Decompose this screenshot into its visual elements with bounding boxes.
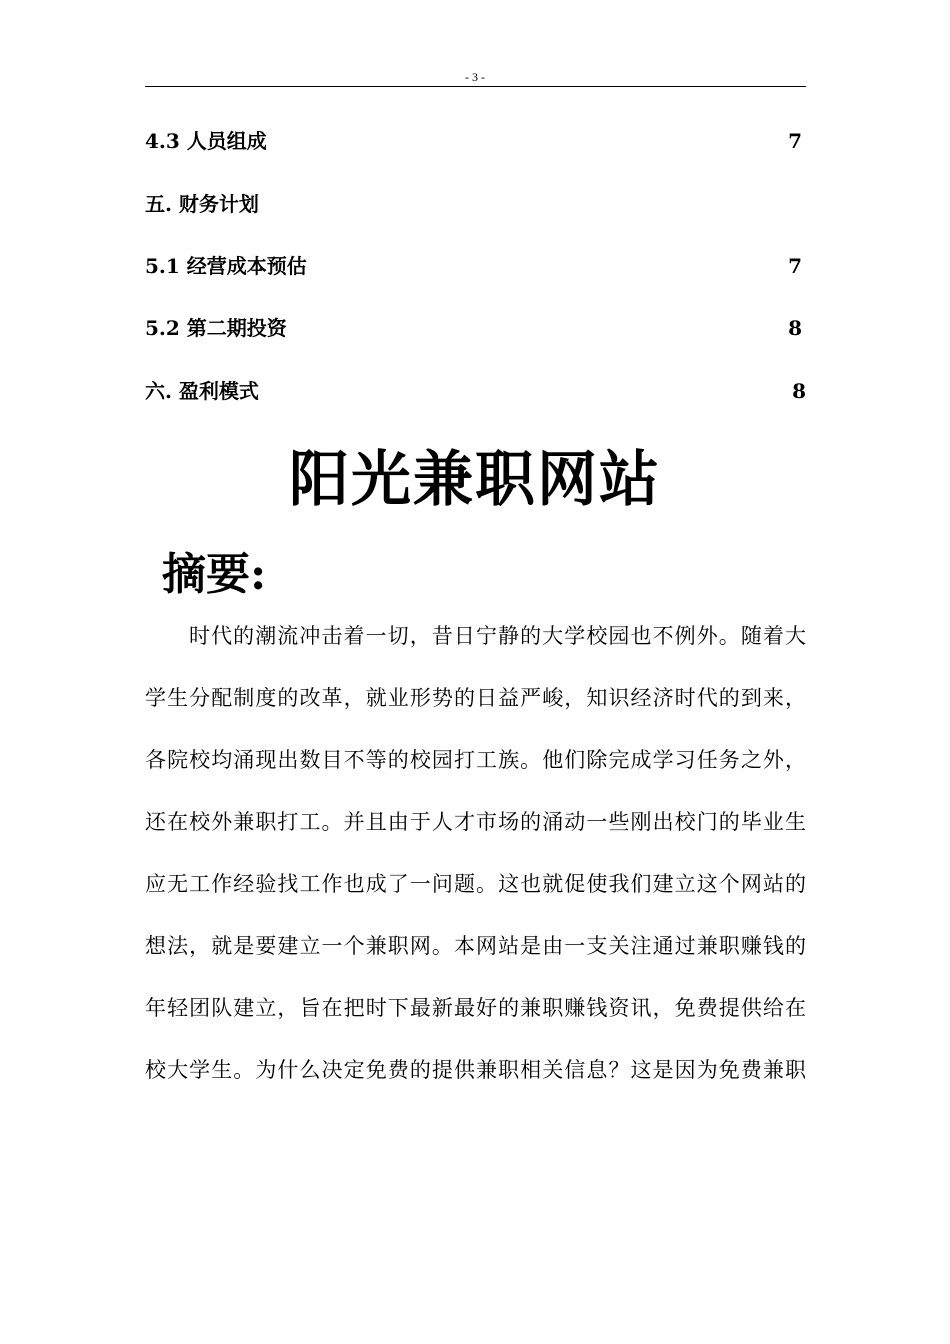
toc-entry[interactable] [145, 313, 806, 343]
body-line: 时代的潮流冲击着一切，昔日宁静的大学校园也不例外。随着大 [189, 624, 806, 648]
toc-label: 5.1 经营成本预估 [145, 254, 307, 278]
body-line: 应无工作经验找工作也成了一问题。这也就促使我们建立这个网站的 [145, 872, 806, 896]
abstract-heading: 摘要: [162, 549, 267, 600]
body-line: 还在校外兼职打工。并且由于人才市场的涌动一些刚出校门的毕业生 [145, 810, 806, 834]
toc-page: 7 [788, 254, 802, 278]
body-line: 学生分配制度的改革，就业形势的日益严峻，知识经济时代的到来， [145, 686, 806, 710]
toc-entry[interactable] [145, 189, 806, 219]
document-title: 阳光兼职网站 [289, 445, 661, 515]
toc-page: 8 [788, 316, 802, 340]
body-line: 年轻团队建立，旨在把时下最新最好的兼职赚钱资讯，免费提供给在 [145, 996, 806, 1020]
header-rule [145, 86, 806, 87]
toc-entry[interactable] [145, 251, 806, 281]
toc-label: 5.2 第二期投资 [145, 316, 287, 340]
toc-label: 4.3 人员组成 [145, 129, 267, 153]
toc-label: 六. 盈利模式 [145, 379, 259, 403]
toc-label: 五. 财务计划 [145, 192, 259, 216]
toc-entry[interactable] [145, 376, 806, 406]
body-line: 想法，就是要建立一个兼职网。本网站是由一支关注通过兼职赚钱的 [145, 934, 806, 958]
toc-entry[interactable] [145, 126, 806, 156]
toc-page: 8 [792, 379, 806, 403]
page-number: - 3 - [465, 70, 485, 84]
body-line: 各院校均涌现出数目不等的校园打工族。他们除完成学习任务之外， [145, 748, 806, 772]
toc-page: 7 [788, 129, 802, 153]
body-line: 校大学生。为什么决定免费的提供兼职相关信息？这是因为免费兼职 [145, 1058, 806, 1082]
